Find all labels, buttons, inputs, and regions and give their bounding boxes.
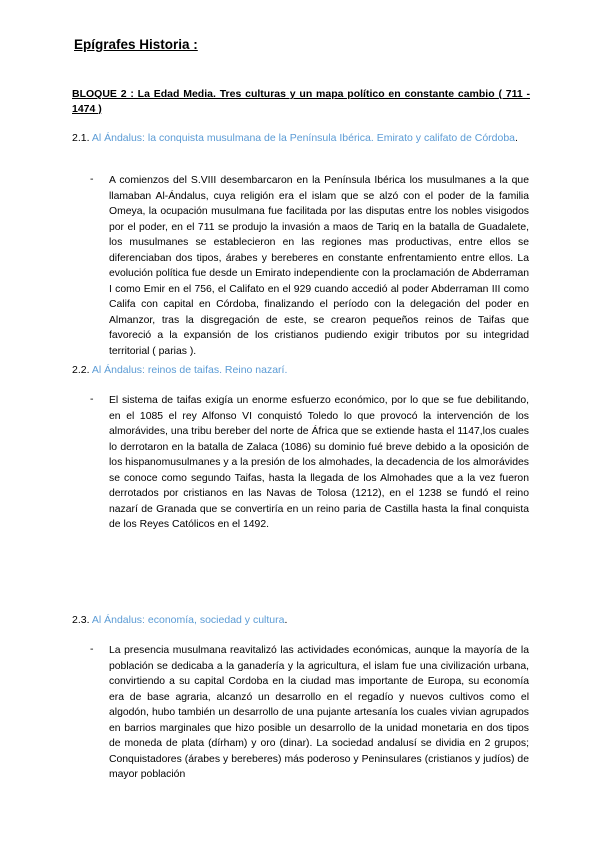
document-title: Epígrafes Historia :	[74, 37, 198, 52]
section-title: Al Ándalus: economía, sociedad y cultura	[91, 614, 285, 626]
section-title: Al Ándalus: la conquista musulmana de la Península Ibérica. Emirato y califato de Córdoba	[91, 132, 516, 144]
section-heading-2-2	[72, 363, 528, 379]
bullet-dash: -	[90, 173, 94, 185]
bullet-dash: -	[90, 393, 94, 405]
section-paragraph: El sistema de taifas exigía un enorme esfuerzo económico, por lo que se fue debilitando, en el 1085 el rey Alfonso VI conquistó Toledo lo que provocó la intervención de los almorávides, una tribu bereber del norte de África que se extiende hasta el 1147,los cuales lo derrotaron en la batalla de Zalaca (1086) su dominio fué breve debido a la oposición de los hispanomusulmanes y a la presión de los almohades, la decadencia de los almorávides se conoce como segundo Taifas, hasta la llegada de los Almohades que a la vez fueron derrotados por cristianos en las Navas de Tolosa (1212), en el 1238 se fundó el reino nazarí de Granada que se convertiría en un reino paria de Castilla hasta la final conquista de los Reyes Católicos en el 1492.	[109, 395, 529, 531]
section-paragraph: La presencia musulmana reavitalizó las actividades económicas, aunque la mayoría de la población se dedicaba a la ganadería y la agricultura, el islam fue una civilización urbana, convirtiendo a su capital Cordoba en la ciudad mas importante de Europa, su economía era de base agraria, alcanzó un desarrollo en el regadío y nuevos cultivos como el algodón, hubo también un desarrollo de una pujante artesanía los cuales vivian agrupados en barrios marginales que hizo posible un desarrollo de la unidad monetaria en dos tipos de moneda de plata (dírham) y oro (dinar). La sociedad andalusí se dividia en 2 grupos; Conquistadores (árabes y bereberes) más poderoso y Peninsulares (cristianos y judíos) de mayor población	[109, 645, 529, 781]
section-trailing: .	[284, 614, 288, 626]
section-number: 2.2.	[72, 364, 90, 376]
bullet-dash: -	[90, 643, 94, 655]
section-paragraph: A comienzos del S.VIII desembarcaron en la Península Ibérica los musulmanes a la que llamaban Al-Ándalus, cuya religión era el islam que se alzó con el poder de la familia Omeya, la ocupación musulmana fue facilitada por las disputas entre los nobles visigodos por el poder, en el 711 se produjo la invasión a maos de Tariq en la batalla de Guadalete, los musulmanes se establecieron en las regiones mas productivas, entre ellos se diferenciaban dos tipos, árabes y bereberes en constante enfrentamiento entre ellos. La evolución política fue desde un Emirato independiente con la proclamación de Abderraman I como Emir en el 756, el Califato en el 929 cuando accedió al poder Abderraman III como Califa con capital en Córdoba, finalizando el período con la delegación del poder en Almanzor, tras la disgregación de este, se crearon pequeños reinos de Taifas que favoreció a la expansión de los cristianos pudiendo exigir tributos por su integridad territorial ( parias ).	[109, 175, 529, 358]
section-title: Al Ándalus: reinos de taifas. Reino nazarí.	[91, 364, 288, 376]
section-heading-2-1	[72, 131, 528, 147]
bloque-heading: BLOQUE 2 : La Edad Media. Tres culturas y un mapa político en constante cambio ( 711 - 1474 )	[72, 88, 530, 115]
section-number: 2.1.	[72, 132, 90, 144]
section-number: 2.3.	[72, 614, 90, 626]
section-heading-2-3	[72, 613, 528, 629]
section-trailing: .	[515, 132, 518, 144]
